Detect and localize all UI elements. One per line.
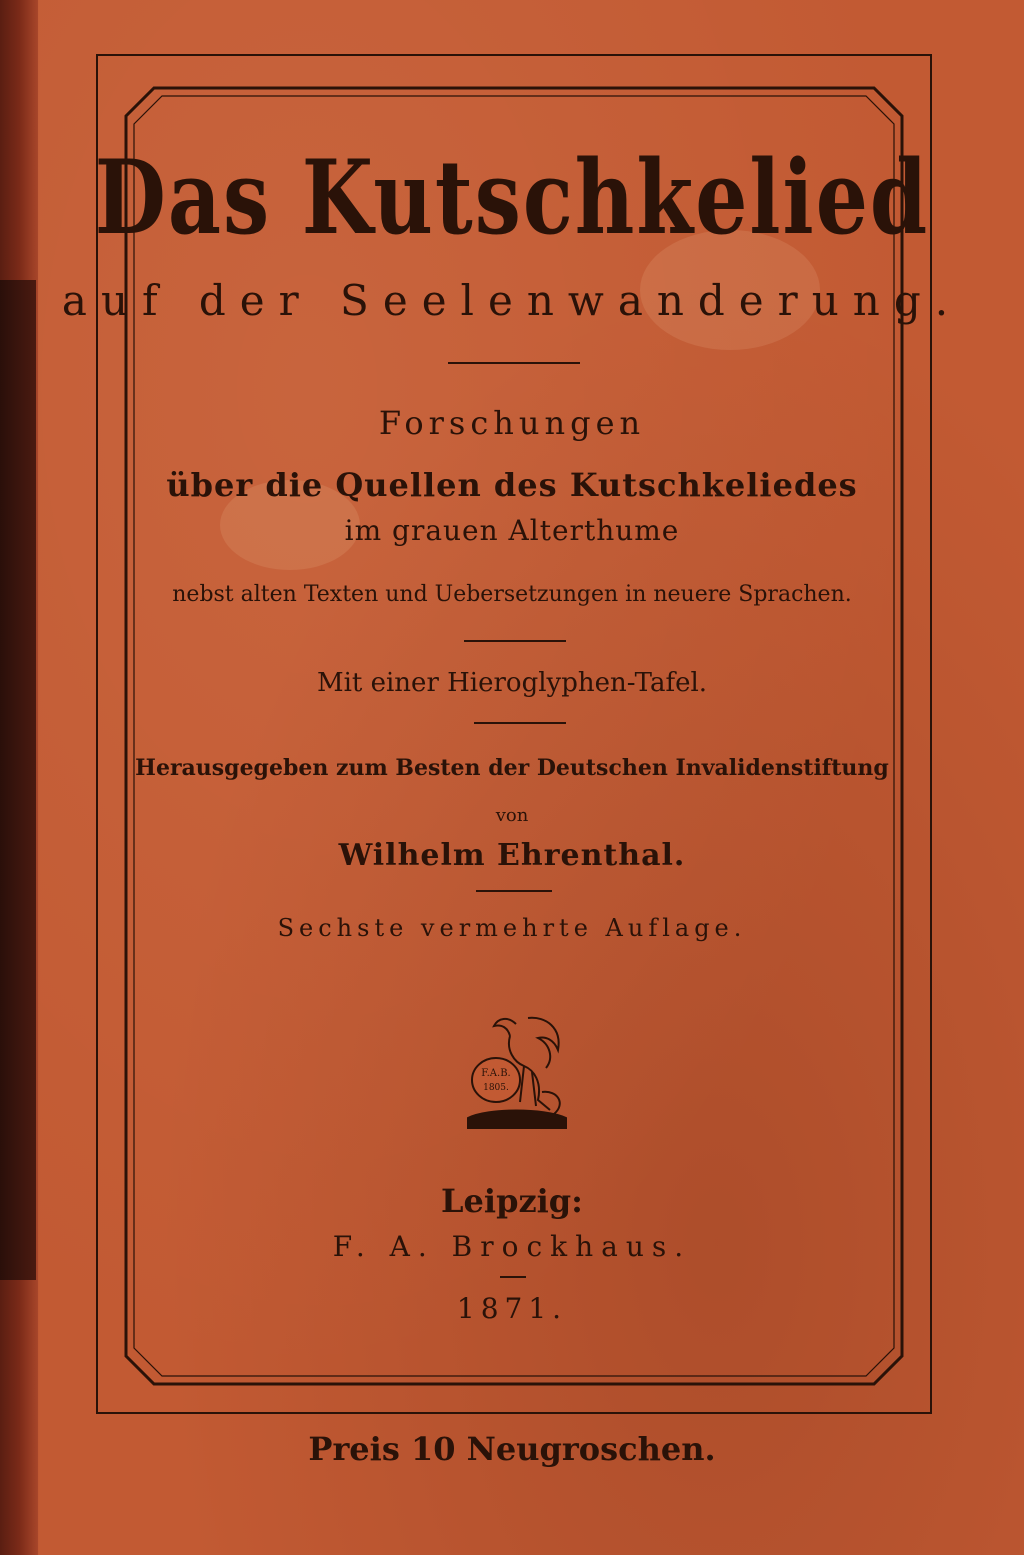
book-title: Das Kutschkelied xyxy=(94,138,930,258)
author-name: Wilhelm Ehrenthal. xyxy=(338,838,686,873)
divider-rule xyxy=(500,1276,526,1278)
griffin-emblem-icon xyxy=(458,1010,574,1134)
logo-text: F.A.B. xyxy=(481,1068,511,1079)
logo-year: 1805. xyxy=(483,1083,509,1093)
price-label: Preis 10 Neugroschen. xyxy=(308,1430,716,1468)
publisher-name: F. A. Brockhaus. xyxy=(332,1230,692,1263)
line-nebst-texten: nebst alten Texten und Uebersetzungen in neuere Sprachen. xyxy=(172,582,852,607)
line-hieroglyphen-tafel: Mit einer Hieroglyphen-Tafel. xyxy=(316,668,708,698)
divider-rule xyxy=(464,640,566,642)
publication-place: Leipzig: xyxy=(441,1182,583,1220)
publication-year: 1871. xyxy=(456,1292,568,1325)
divider-rule xyxy=(476,890,552,892)
divider-rule xyxy=(474,722,566,724)
line-forschungen: Forschungen xyxy=(378,404,646,442)
book-subtitle: auf der Seelenwanderung. xyxy=(61,276,963,325)
edition-note: Sechste vermehrte Auflage. xyxy=(277,914,747,942)
line-von: von xyxy=(495,805,529,826)
divider-rule xyxy=(448,362,580,364)
line-herausgegeben: Herausgegeben zum Besten der Deutschen Invalidenstiftung xyxy=(135,755,889,781)
line-ueber-quellen: über die Quellen des Kutschkeliedes xyxy=(166,466,858,504)
line-grauen-alterthume: im grauen Alterthume xyxy=(344,514,680,547)
